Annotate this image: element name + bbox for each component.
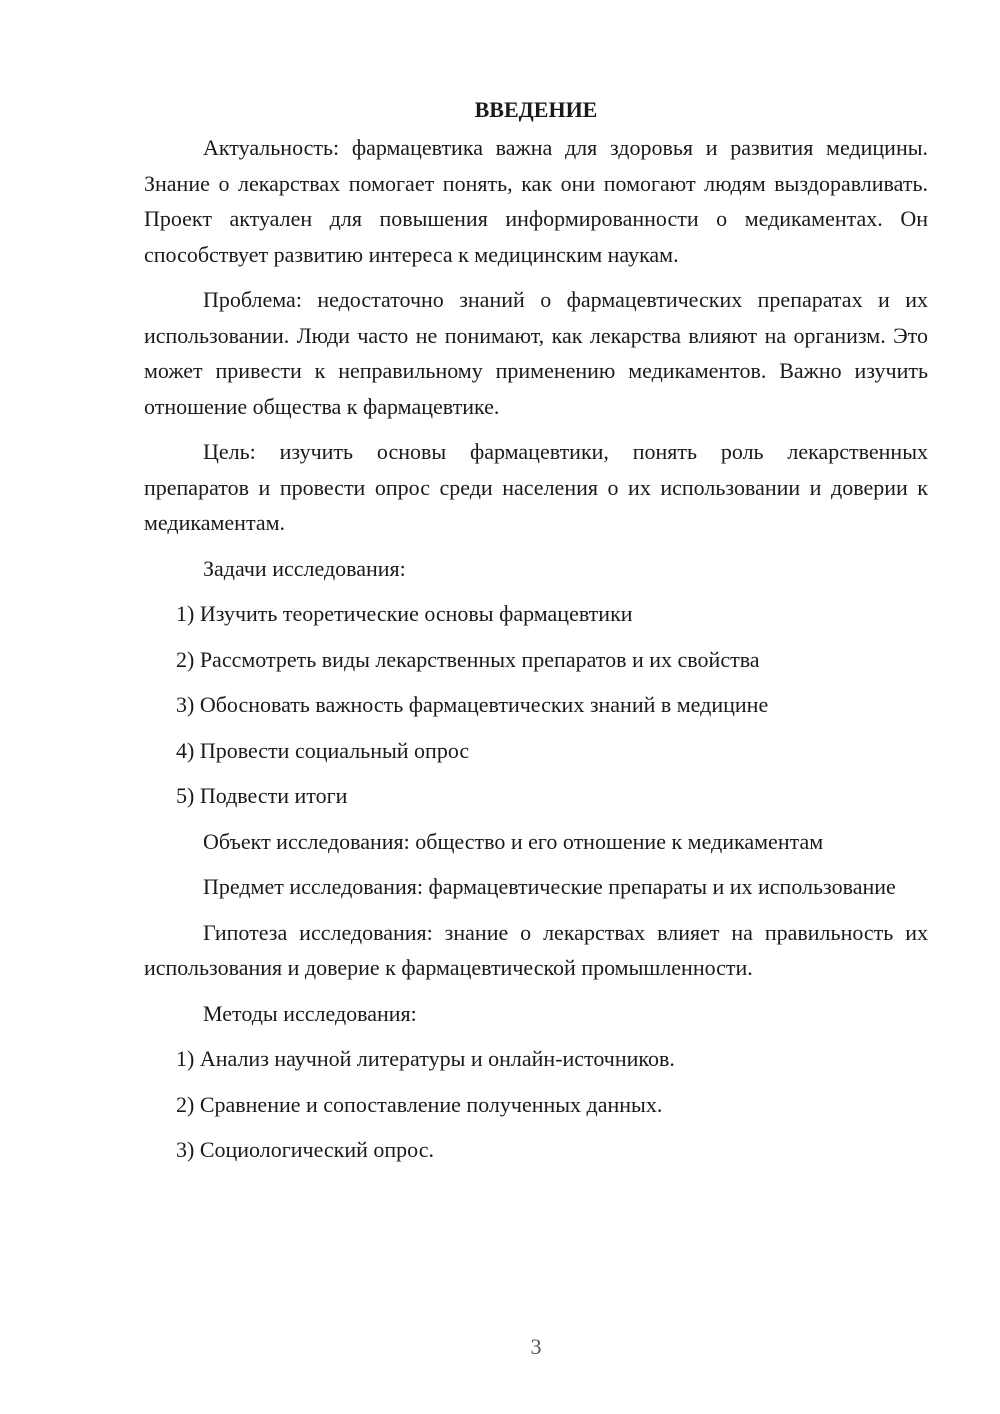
section-title: ВВЕДЕНИЕ	[474, 97, 598, 122]
problem-paragraph: Проблема: недостаточно знаний о фармацевтических препаратах и их использовании. Люди часто не понимают, как лекарства влияют на организм. Это может привести к неправильному применению медикаментов. Важно изучить отношение общества к фармацевтике.	[144, 287, 928, 419]
page-content	[144, 92, 928, 1178]
subject-paragraph: Предмет исследования: фармацевтические препараты и их использование	[203, 874, 896, 899]
page-number: 3	[530, 1334, 542, 1359]
tasks-heading: Задачи исследования:	[203, 555, 406, 581]
list-item: 3) Социологический опрос.	[176, 1137, 434, 1162]
list-item: 1) Изучить теоретические основы фармацевтики	[176, 601, 633, 626]
list-item: 3) Обосновать важность фармацевтических знаний в медицине	[176, 692, 769, 717]
list-item: 2) Сравнение и сопоставление полученных данных.	[176, 1091, 663, 1117]
goal-paragraph: Цель: изучить основы фармацевтики, понять роль лекарственных препаратов и провести опрос среди населения о их использовании и доверии к медикаментам.	[144, 439, 928, 535]
list-item: 2) Рассмотреть виды лекарственных препаратов и их свойства	[176, 646, 760, 672]
methods-heading: Методы исследования:	[203, 1000, 417, 1026]
methods-list	[144, 1041, 928, 1168]
hypothesis-paragraph: Гипотеза исследования: знание о лекарствах влияет на правильность их использования и доверие к фармацевтической промышленности.	[144, 919, 928, 980]
list-item: 5) Подвести итоги	[176, 783, 348, 808]
relevance-paragraph: Актуальность: фармацевтика важна для здоровья и развития медицины. Знание о лекарствах помогает понять, как они помогают людям выздоравливать. Проект актуален для повышения информированности о медикаментах. Он способствует развитию интереса к медицинским наукам.	[144, 135, 928, 267]
list-item: 4) Провести социальный опрос	[176, 737, 470, 763]
list-item: 1) Анализ научной литературы и онлайн-источников.	[176, 1046, 675, 1071]
tasks-list	[144, 596, 928, 814]
object-paragraph: Объект исследования: общество и его отношение к медикаментам	[203, 828, 824, 854]
